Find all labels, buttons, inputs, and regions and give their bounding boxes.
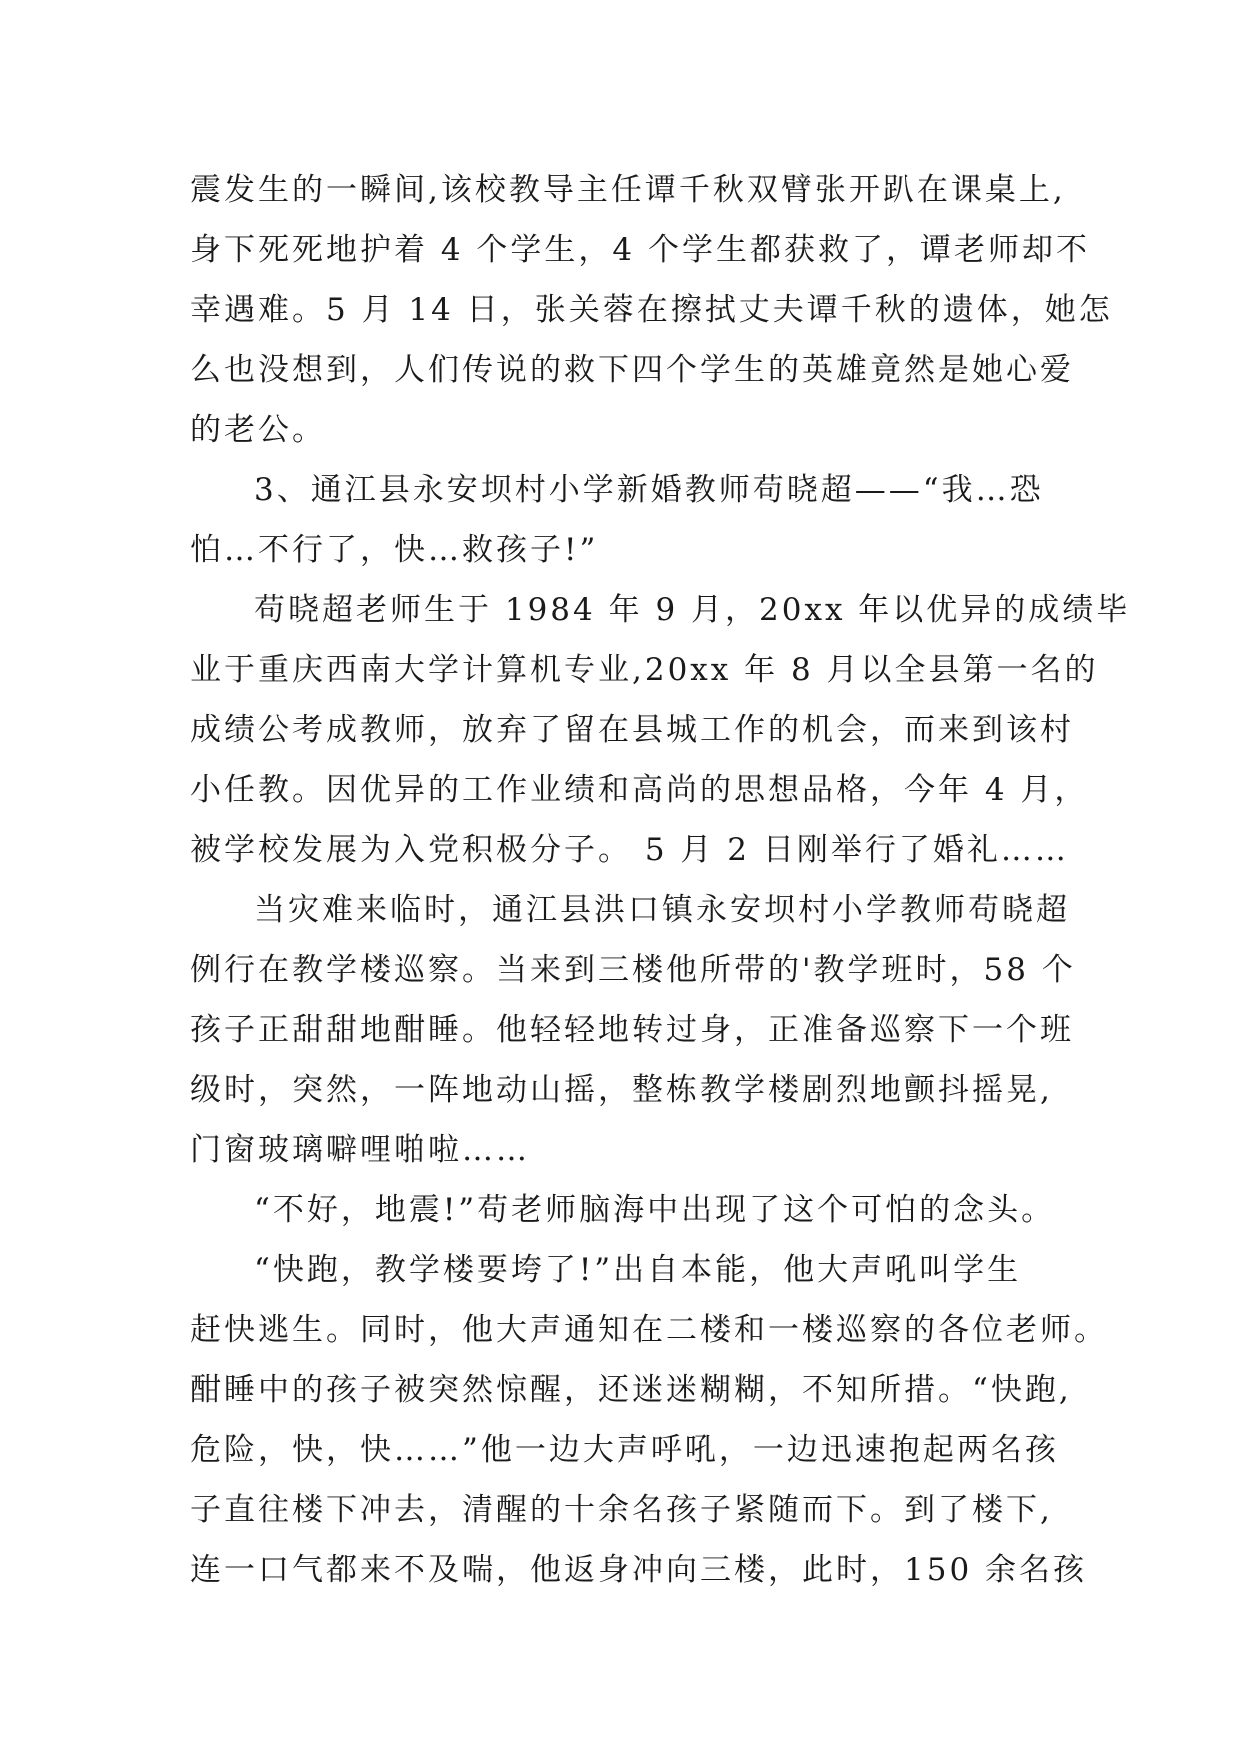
paragraph-first-line: “不好，地震!”苟老师脑海中出现了这个可怕的念头。	[254, 1192, 1056, 1228]
text-line: 成绩公考成教师，放弃了留在县城工作的机会，而来到该村	[190, 712, 1074, 748]
text-line: 级时，突然，一阵地动山摇，整栋教学楼剧烈地颤抖摇晃,	[190, 1072, 1053, 1108]
section-heading-line: 怕…不行了，快…救孩子!”	[190, 532, 599, 568]
document-body	[190, 160, 1131, 1600]
text-line: 幸遇难。5 月 14 日，张关蓉在擦拭丈夫谭千秋的遗体，她怎	[190, 292, 1113, 328]
text-line: 例行在教学楼巡察。当来到三楼他所带的'教学班时，58 个	[190, 952, 1076, 988]
text-line: 连一口气都来不及喘，他返身冲向三楼，此时，150 余名孩	[190, 1552, 1088, 1588]
paragraph-first-line: “快跑，教学楼要垮了!”出自本能，他大声吼叫学生	[254, 1252, 1022, 1288]
text-line: 赶快逃生。同时，他大声通知在二楼和一楼巡察的各位老师。	[190, 1312, 1108, 1348]
text-line: 业于重庆西南大学计算机专业,20xx 年 8 月以全县第一名的	[190, 652, 1099, 688]
section-heading-line: 3、通江县永安坝村小学新婚教师苟晓超——“我…恐	[254, 472, 1044, 508]
text-line: 门窗玻璃噼哩啪啦……	[190, 1132, 530, 1168]
text-line: 子直往楼下冲去，清醒的十余名孩子紧随而下。到了楼下,	[190, 1492, 1053, 1528]
text-line: 被学校发展为入党积极分子。 5 月 2 日刚举行了婚礼……	[190, 832, 1069, 868]
text-line: 么也没想到，人们传说的救下四个学生的英雄竟然是她心爱	[190, 352, 1074, 388]
text-line: 酣睡中的孩子被突然惊醒，还迷迷糊糊，不知所措。“快跑,	[190, 1372, 1072, 1408]
paragraph-first-line: 苟晓超老师生于 1984 年 9 月，20xx 年以优异的成绩毕	[254, 592, 1131, 628]
text-line: 小任教。因优异的工作业绩和高尚的思想品格，今年 4 月，	[190, 772, 1089, 808]
text-line: 的老公。	[190, 412, 326, 448]
text-line: 身下死死地护着 4 个学生，4 个学生都获救了，谭老师却不	[190, 232, 1091, 268]
text-line: 孩子正甜甜地酣睡。他轻轻地转过身，正准备巡察下一个班	[190, 1012, 1074, 1048]
text-line: 震发生的一瞬间,该校教导主任谭千秋双臂张开趴在课桌上,	[190, 172, 1066, 208]
paragraph-first-line: 当灾难来临时，通江县洪口镇永安坝村小学教师苟晓超	[254, 892, 1070, 928]
text-line: 危险，快，快……”他一边大声呼吼，一边迅速抱起两名孩	[190, 1432, 1059, 1468]
